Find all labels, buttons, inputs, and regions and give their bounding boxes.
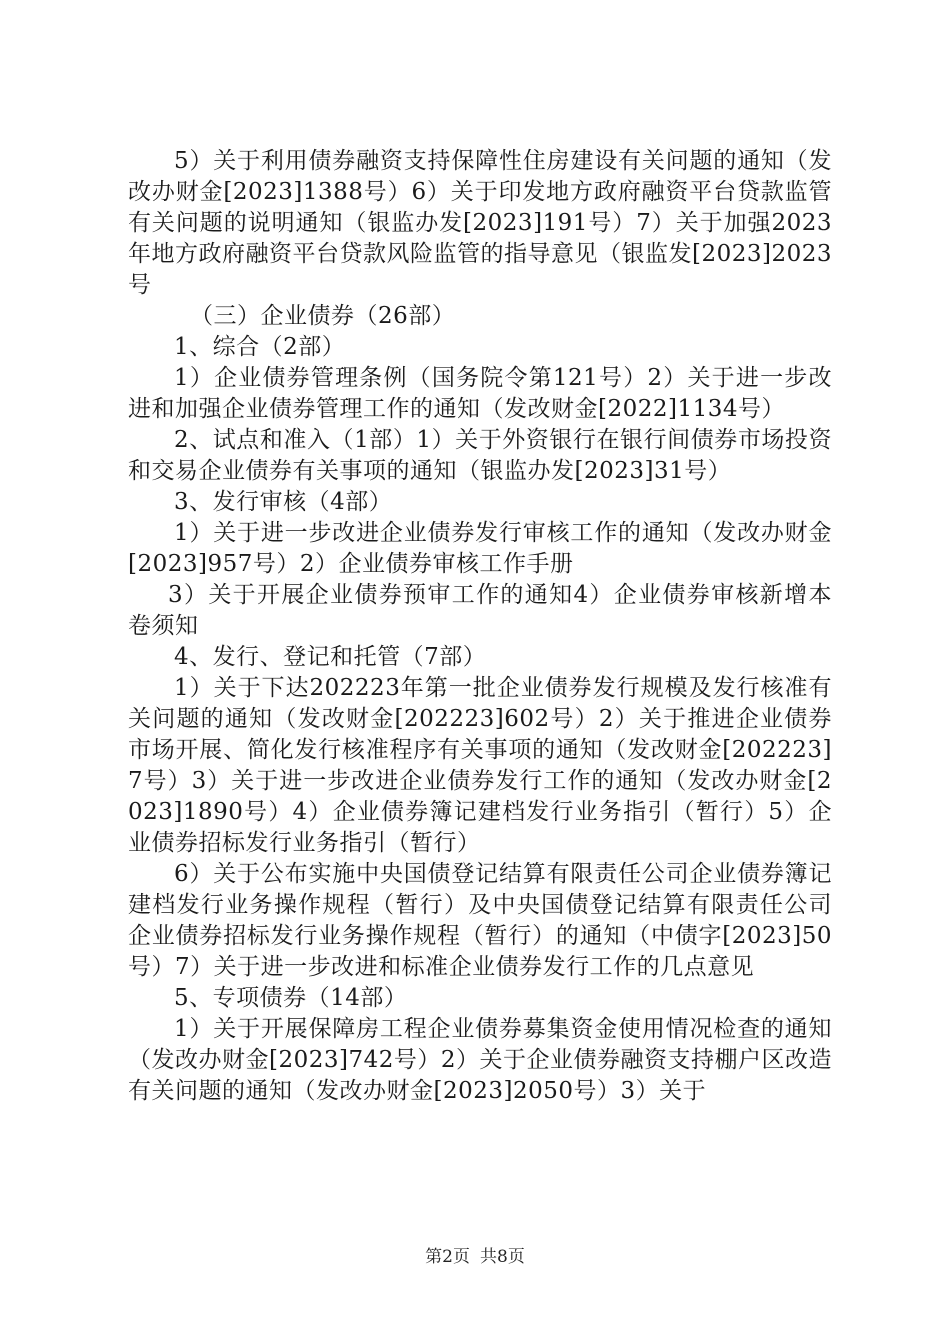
paragraph-review-items-1: 1）关于进一步改进企业债券发行审核工作的通知（发改办财金[2023]957号）2）企业债券审核工作手册 xyxy=(128,520,832,577)
subheading-special-bonds: 5、专项债券（14部） xyxy=(174,985,408,1011)
subheading-issuance-review: 3、发行审核（4部） xyxy=(174,489,393,515)
paragraph-issuance-items-1: 1）关于下达202223年第一批企业债券发行规模及发行核准有关问题的通知（发改财金[202223]602号）2）关于推进企业债券市场开展、简化发行核准程序有关事项的通知（发改财金[202223]7号）3）关于进一步改进企业债券发行工作的通知（发改办财金[2023]1890号）4）企业债券簿记建档发行业务指引（暂行）5）企业债券招标发行业务指引（暂行） xyxy=(128,675,832,856)
page-total: 共8页 xyxy=(480,1247,525,1267)
paragraph-pilot-access: 2、试点和准入（1部）1）关于外资银行在银行间债券市场投资和交易企业债券有关事项的通知（银监办发[2023]31号） xyxy=(128,427,832,484)
paragraph-issuance-items-2: 6）关于公布实施中央国债登记结算有限责任公司企业债券簿记建档发行业务操作规程（暂行）及中央国债登记结算有限责任公司企业债券招标发行业务操作规程（暂行）的通知（中债字[2023]50号）7）关于进一步改进和标准企业债券发行工作的几点意见 xyxy=(128,861,832,980)
page-number: 第2页 xyxy=(425,1247,470,1267)
document-body xyxy=(128,146,832,1107)
paragraph-general-items: 1）企业债券管理条例（国务院令第121号）2）关于进一步改进和加强企业债券管理工作的通知（发改财金[2022]1134号） xyxy=(128,365,832,422)
subheading-issuance-registration: 4、发行、登记和托管（7部） xyxy=(174,644,487,670)
paragraph-special-items: 1）关于开展保障房工程企业债券募集资金使用情况检查的通知（发改办财金[2023]742号）2）关于企业债券融资支持棚户区改造有关问题的通知（发改办财金[2023]2050号）3）关于 xyxy=(128,1016,833,1104)
paragraph-review-items-2: 3）关于开展企业债券预审工作的通知4）企业债券审核新增本卷须知 xyxy=(128,582,832,639)
subheading-general: 1、综合（2部） xyxy=(174,334,346,360)
section-heading-enterprise-bonds: （三）企业债券（26部） xyxy=(190,303,456,329)
paragraph-item-5: 5）关于利用债券融资支持保障性住房建设有关问题的通知（发改办财金[2023]1388号）6）关于印发地方政府融资平台贷款监管有关问题的说明通知（银监办发[2023]191号）7）关于加强2023年地方政府融资平台贷款风险监管的指导意见（银监发[2023]2023号 xyxy=(128,148,833,298)
page-footer xyxy=(0,1242,950,1267)
